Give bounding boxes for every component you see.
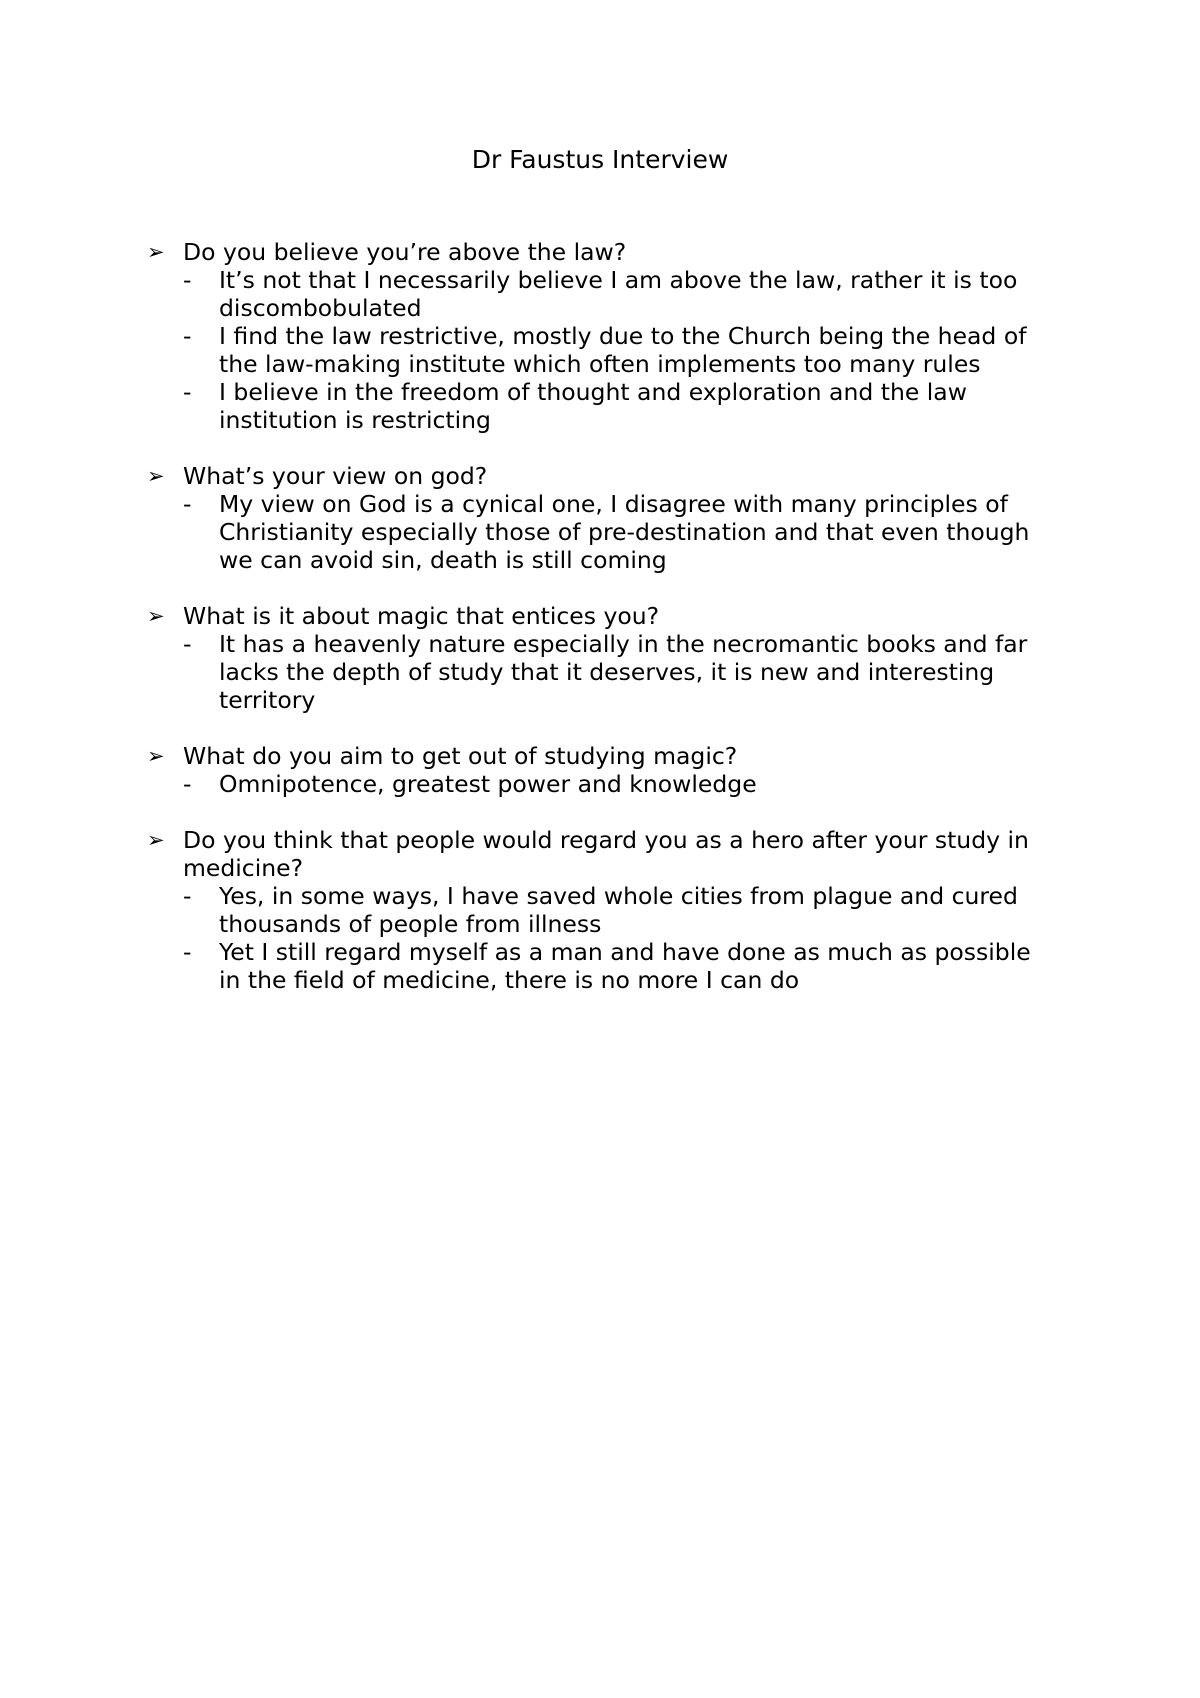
arrow-bullet-icon: ➢: [147, 604, 165, 628]
interview-item: [147, 462, 1067, 574]
answer-text: Yet I still regard myself as a man and have done as much as possible in the field of medicine, there is no more I can do: [219, 938, 1031, 994]
question-row: [147, 742, 1067, 770]
interview-question-list: [147, 238, 1067, 1022]
arrow-bullet-icon: ➢: [147, 744, 165, 768]
dash-bullet-icon: -: [183, 630, 192, 658]
page-title: Dr Faustus Interview: [471, 145, 729, 174]
answer-list: [147, 630, 1067, 714]
answer-item: [183, 630, 1067, 714]
answer-item: [183, 378, 1067, 434]
answer-text: My view on God is a cynical one, I disagree with many principles of Christianity especially those of pre-destination and that even though we can avoid sin, death is still coming: [219, 490, 1030, 574]
dash-bullet-icon: -: [183, 938, 192, 966]
answer-item: [183, 770, 1067, 798]
question-row: [147, 602, 1067, 630]
answer-item: [183, 322, 1067, 378]
interview-item: [147, 602, 1067, 714]
dash-bullet-icon: -: [183, 490, 192, 518]
question-text: What is it about magic that entices you?: [183, 602, 660, 630]
answer-item: [183, 882, 1067, 938]
answer-list: [147, 882, 1067, 994]
interview-item: [147, 238, 1067, 434]
answer-list: [147, 266, 1067, 434]
arrow-bullet-icon: ➢: [147, 464, 165, 488]
dash-bullet-icon: -: [183, 322, 192, 350]
answer-text: Yes, in some ways, I have saved whole cities from plague and cured thousands of people from illness: [219, 882, 1018, 938]
arrow-bullet-icon: ➢: [147, 828, 165, 852]
answer-list: [147, 770, 1067, 798]
question-row: [147, 826, 1067, 882]
arrow-bullet-icon: ➢: [147, 240, 165, 264]
dash-bullet-icon: -: [183, 882, 192, 910]
answer-item: [183, 266, 1067, 322]
question-row: [147, 462, 1067, 490]
dash-bullet-icon: -: [183, 378, 192, 406]
answer-text: It’s not that I necessarily believe I am above the law, rather it is too discombobulated: [219, 266, 1018, 322]
question-row: [147, 238, 1067, 266]
dash-bullet-icon: -: [183, 770, 192, 798]
interview-item: [147, 826, 1067, 994]
answer-item: [183, 938, 1067, 994]
dash-bullet-icon: -: [183, 266, 192, 294]
question-text: Do you believe you’re above the law?: [183, 238, 627, 266]
question-text: What’s your view on god?: [183, 462, 488, 490]
answer-item: [183, 490, 1067, 574]
answer-list: [147, 490, 1067, 574]
answer-text: I find the law restrictive, mostly due to the Church being the head of the law-making institute which often implements too many rules: [219, 322, 1027, 378]
answer-text: I believe in the freedom of thought and exploration and the law institution is restricting: [219, 378, 967, 434]
interview-item: [147, 742, 1067, 798]
answer-text: Omnipotence, greatest power and knowledge: [219, 770, 757, 798]
question-text: Do you think that people would regard you as a hero after your study in medicine?: [183, 826, 1029, 882]
question-text: What do you aim to get out of studying magic?: [183, 742, 738, 770]
answer-text: It has a heavenly nature especially in the necromantic books and far lacks the depth of study that it deserves, it is new and interesting territory: [219, 630, 1028, 714]
